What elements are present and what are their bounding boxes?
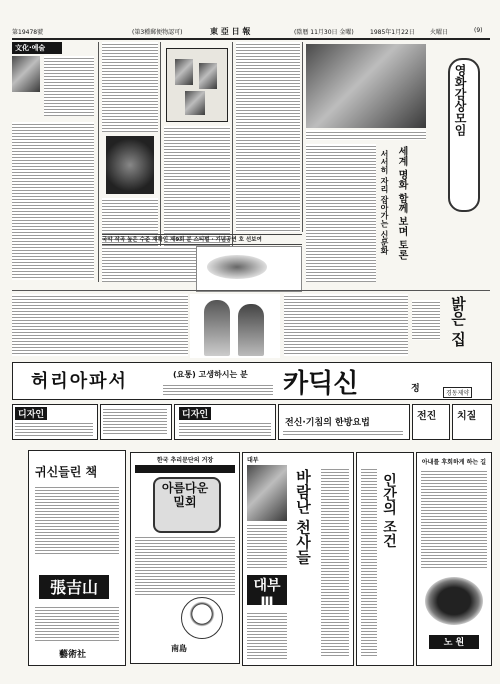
film-meeting-photo bbox=[306, 44, 426, 128]
design-ad-small bbox=[100, 404, 172, 440]
edition-note: (第3種郵便物認可) bbox=[132, 29, 183, 36]
remedy-ad: 전신·기침의 한방요법 bbox=[278, 404, 410, 440]
music-headline: 국악 작곡 높은 수준 재확인 제9회 분 스티벌 · 기념공연 호 선보여 bbox=[102, 234, 302, 245]
issue-number: 第19478號 bbox=[12, 29, 44, 36]
photo-caption bbox=[306, 130, 426, 140]
book-title: 귀신들린 책 bbox=[35, 465, 98, 479]
book-ad-conditions bbox=[356, 452, 414, 666]
book-publisher: 南島 bbox=[171, 644, 187, 653]
novel-cover-photo bbox=[247, 465, 287, 521]
article-text bbox=[236, 42, 300, 232]
novel-vertical-title: 바람난 천사들 bbox=[294, 469, 312, 565]
article-text bbox=[102, 42, 158, 132]
banner-product: 카딕신 bbox=[283, 369, 359, 399]
ad-banner: 한국 추리문단의 거장 bbox=[156, 457, 214, 464]
clinic-ad-a: 전진 bbox=[412, 404, 450, 440]
headline-main: 세계 명화 함께 보며 토론 bbox=[396, 146, 407, 260]
article-text bbox=[102, 246, 192, 282]
paper-name: 東 亞 日 報 bbox=[210, 26, 251, 36]
illustration-box bbox=[196, 246, 302, 292]
design-ad-mid: 디자인 bbox=[174, 404, 276, 440]
book-cover-illustration bbox=[166, 48, 228, 122]
column-text bbox=[44, 56, 94, 116]
banner-suffix: 정 bbox=[411, 384, 420, 394]
issue-date: 1985年1月22日 bbox=[370, 29, 415, 36]
book-title: 아름다운 밀회 bbox=[161, 481, 209, 509]
ad-brand: 노 원 bbox=[429, 635, 479, 649]
book-author: 張吉山 bbox=[39, 575, 109, 599]
design-ad-left: 디자인 bbox=[12, 404, 98, 440]
page-number: (9) bbox=[474, 27, 483, 34]
conditions-title: 인간의 조건 bbox=[381, 473, 397, 548]
novel-title: 대부Ⅲ bbox=[247, 575, 287, 605]
author-caricature bbox=[181, 597, 223, 639]
masthead-bar bbox=[12, 26, 490, 40]
banner-company: 경동제약 bbox=[443, 387, 472, 398]
headline-sub: 서서히 자리 잡아가는 신문화 bbox=[380, 150, 390, 255]
book-ad-ghost bbox=[28, 450, 126, 666]
feature-title-box bbox=[430, 44, 488, 226]
serial-text bbox=[284, 294, 408, 356]
book-ad-mystery bbox=[130, 452, 240, 664]
column-tag: 文化·예술 bbox=[12, 42, 62, 54]
book-publisher: 藝術社 bbox=[59, 650, 87, 660]
book-ad-novel: 대부 대부Ⅲ 바람난 천사들 bbox=[242, 452, 354, 666]
article-text bbox=[306, 144, 376, 282]
serial-title: 밝은 집 bbox=[449, 296, 467, 347]
serial-text bbox=[12, 294, 188, 356]
serial-illustration bbox=[190, 294, 280, 358]
craft-photo bbox=[106, 136, 154, 194]
product-image bbox=[425, 577, 483, 625]
banner-advertisement bbox=[12, 362, 492, 400]
series-title: 영화감상모임 bbox=[453, 64, 467, 136]
issue-day: 火曜日 bbox=[430, 29, 449, 36]
lunar-date: (陰曆 11月30日 金曜) bbox=[294, 29, 354, 36]
column-text bbox=[12, 122, 94, 280]
clinic-ad-b: 치질 bbox=[452, 404, 492, 440]
banner-tagline: (요통) 고생하시는 분 bbox=[173, 370, 248, 379]
product-ad-right bbox=[416, 452, 492, 666]
ad-slogan: 아내를 후회하게 하는 길 bbox=[421, 459, 487, 466]
left-column bbox=[12, 42, 96, 282]
author-portrait bbox=[12, 56, 40, 92]
banner-brand: 허리아파서 bbox=[31, 371, 128, 392]
serial-credit bbox=[412, 300, 440, 340]
